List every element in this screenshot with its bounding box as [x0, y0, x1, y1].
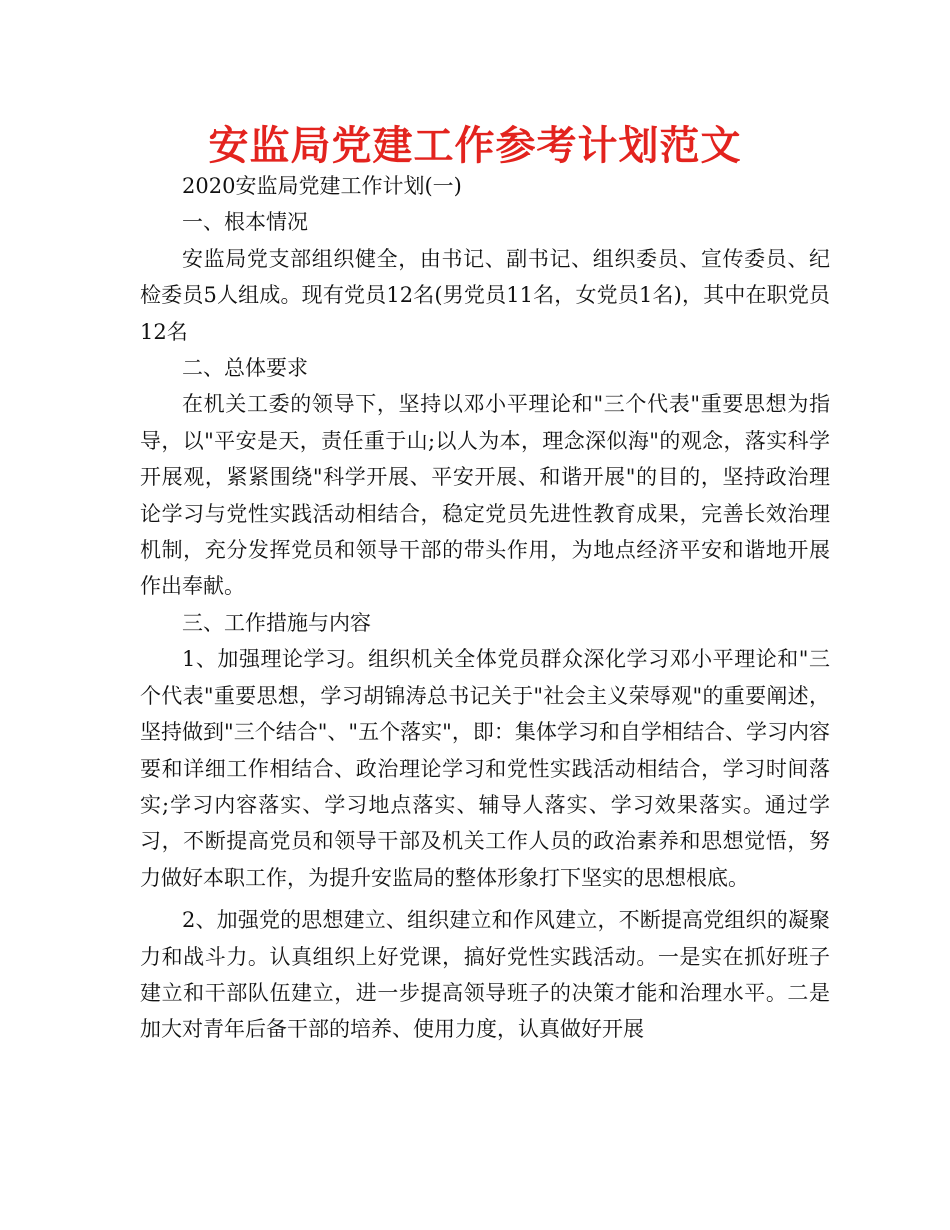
document-body	[140, 168, 830, 1048]
document-title: 安监局党建工作参考计划范文	[208, 122, 742, 169]
section-heading-measures: 三、工作措施与内容	[182, 610, 371, 635]
section-heading-requirements: 二、总体要求	[182, 356, 308, 381]
body-paragraph: 1、加强理论学习。组织机关全体党员群众深化学习邓小平理论和"三个代表"重要思想，学习胡锦涛总书记关于"社会主义荣辱观"的重要阐述，坚持做到"三个结合"、"五个落实"，即：集体学习和自学相结合、学习内容要和详细工作相结合、政治理论学习和党性实践活动相结合，学习时间落实;学习内容落实、学习地点落实、辅导人落实、学习效果落实。通过学习，不断提高党员和领导干部及机关工作人员的政治素养和思想觉悟，努力做好本职工作，为提升安监局的整体形象打下坚实的思想根底。	[140, 647, 830, 890]
subtitle-paragraph: 2020安监局党建工作计划(一)	[182, 174, 462, 198]
body-paragraph: 安监局党支部组织健全，由书记、副书记、组织委员、宣传委员、纪检委员5人组成。现有党员12名(男党员11名，女党员1名)，其中在职党员12名	[140, 246, 830, 344]
section-heading-basic: 一、根本情况	[182, 210, 308, 235]
body-paragraph: 在机关工委的领导下，坚持以邓小平理论和"三个代表"重要思想为指导，以"平安是天，责任重于山;以人为本，理念深似海"的观念，落实科学开展观，紧紧围绕"科学开展、平安开展、和谐开展"的目的，坚持政治理论学习与党性实践活动相结合，稳定党员先进性教育成果，完善长效治理机制，充分发挥党员和领导干部的带头作用，为地点经济平安和谐地开展作出奉献。	[140, 392, 830, 599]
body-paragraph: 2、加强党的思想建立、组织建立和作风建立，不断提高党组织的凝聚力和战斗力。认真组织上好党课，搞好党性实践活动。一是实在抓好班子建立和干部队伍建立，进一步提高领导班子的决策才能和治理水平。二是加大对青年后备干部的培养、使用力度，认真做好开展	[140, 908, 830, 1042]
